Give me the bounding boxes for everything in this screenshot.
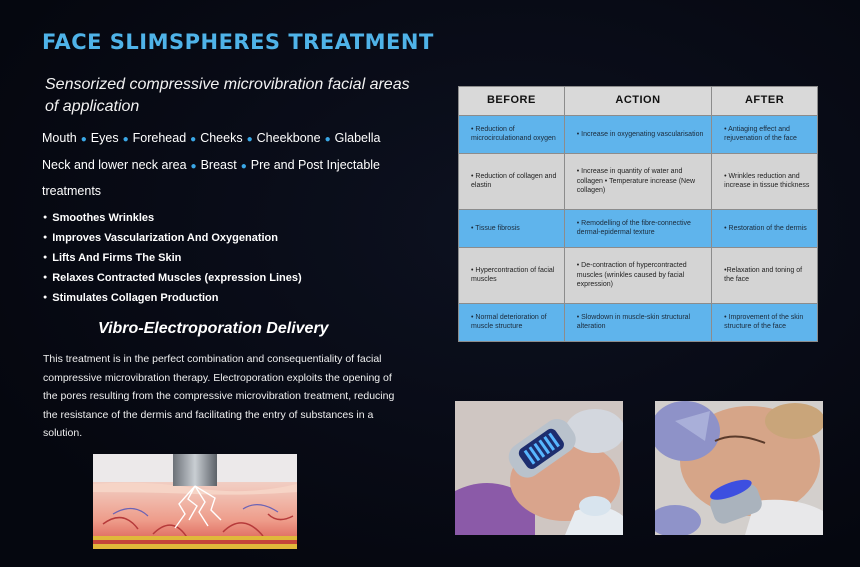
benefits-list [43,208,433,308]
table-header-row [459,87,818,116]
subtitle: Sensorized compressive microvibration facial areas of application [45,76,410,115]
area-item: Pre and Post Injectable treatments [42,157,381,198]
area-item: Cheeks [200,131,243,145]
bullet-dot-icon: ● [190,160,197,172]
area-item: Breast [200,157,237,172]
page-title: FACE SLIMSPHERES TREATMENT [42,30,434,54]
table-cell-before: • Hypercontraction of facial muscles [459,247,565,303]
treatment-photo-cheek [455,401,623,535]
bullet-dot-icon: ● [80,134,87,145]
table-row [459,303,818,341]
bullet-dot-icon: ● [240,160,247,172]
skin-illustration [93,454,297,549]
table-cell-after: • Wrinkles reduction and increase in tissue thickness [712,153,818,209]
area-item: Glabella [334,131,381,145]
column-header-after: AFTER [712,87,818,116]
table-cell-after: • Restoration of the dermis [712,209,818,247]
table-cell-action: • De-contraction of hypercontracted muscles (wrinkles caused by facial expression) [564,247,711,303]
benefit-item: ● Lifts And Firms The Skin [43,248,433,268]
table-cell-action: • Remodelling of the fibre-connective dermal-epidermal texture [564,209,711,247]
table-cell-before: • Reduction of microcirculationand oxygen [459,116,565,154]
bullet-dot-icon: ● [190,134,197,145]
area-item: Eyes [90,131,119,145]
section-heading: Vibro-Electroporation Delivery [98,320,329,337]
benefit-item: ● Smoothes Wrinkles [43,208,433,228]
table-cell-after: • Improvement of the skin structure of the face [712,303,818,341]
table-row [459,153,818,209]
table-cell-before: • Tissue fibrosis [459,209,565,247]
table-row [459,209,818,247]
area-item: Mouth [42,131,77,145]
table-cell-action: • Increase in oxygenating vascularisation [564,116,711,154]
column-header-action: ACTION [564,87,711,116]
table-cell-action: • Slowdown in muscle-skin structural alteration [564,303,711,341]
table-cell-after: • Antiaging effect and rejuvenation of the face [712,116,818,154]
bullet-dot-icon: ● [324,134,331,145]
column-header-before: BEFORE [459,87,565,116]
bullet-dot-icon: ● [122,134,129,145]
before-action-after-table [458,86,818,342]
benefit-item: ● Improves Vascularization And Oxygenation [43,228,433,248]
description-paragraph: This treatment is in the perfect combination and consequentiality of facial compressive microvibration therapy. Electroporation exploits the opening of the pores resulting from the compressive microvibration treatment, reducing the resistance of the dermis and facilitating the entry of substances in a solution. [43,353,395,439]
area-item: Cheekbone [256,131,321,145]
benefit-item: ● Relaxes Contracted Muscles (expression Lines) [43,268,433,288]
table-cell-before: • Normal deterioration of muscle structure [459,303,565,341]
area-item: Forehead [132,131,187,145]
table-cell-before: • Reduction of collagen and elastin [459,153,565,209]
table-cell-after: •Relaxation and toning of the face [712,247,818,303]
table-cell-action: • Increase in quantity of water and collagen • Temperature increase (New collagen) [564,153,711,209]
benefit-item: ● Stimulates Collagen Production [43,288,433,308]
table-row [459,116,818,154]
application-areas [42,126,422,204]
area-item: Neck and lower neck area [42,157,187,172]
table-row [459,247,818,303]
bullet-dot-icon: ● [246,134,253,145]
treatment-photo-neck [655,401,823,535]
